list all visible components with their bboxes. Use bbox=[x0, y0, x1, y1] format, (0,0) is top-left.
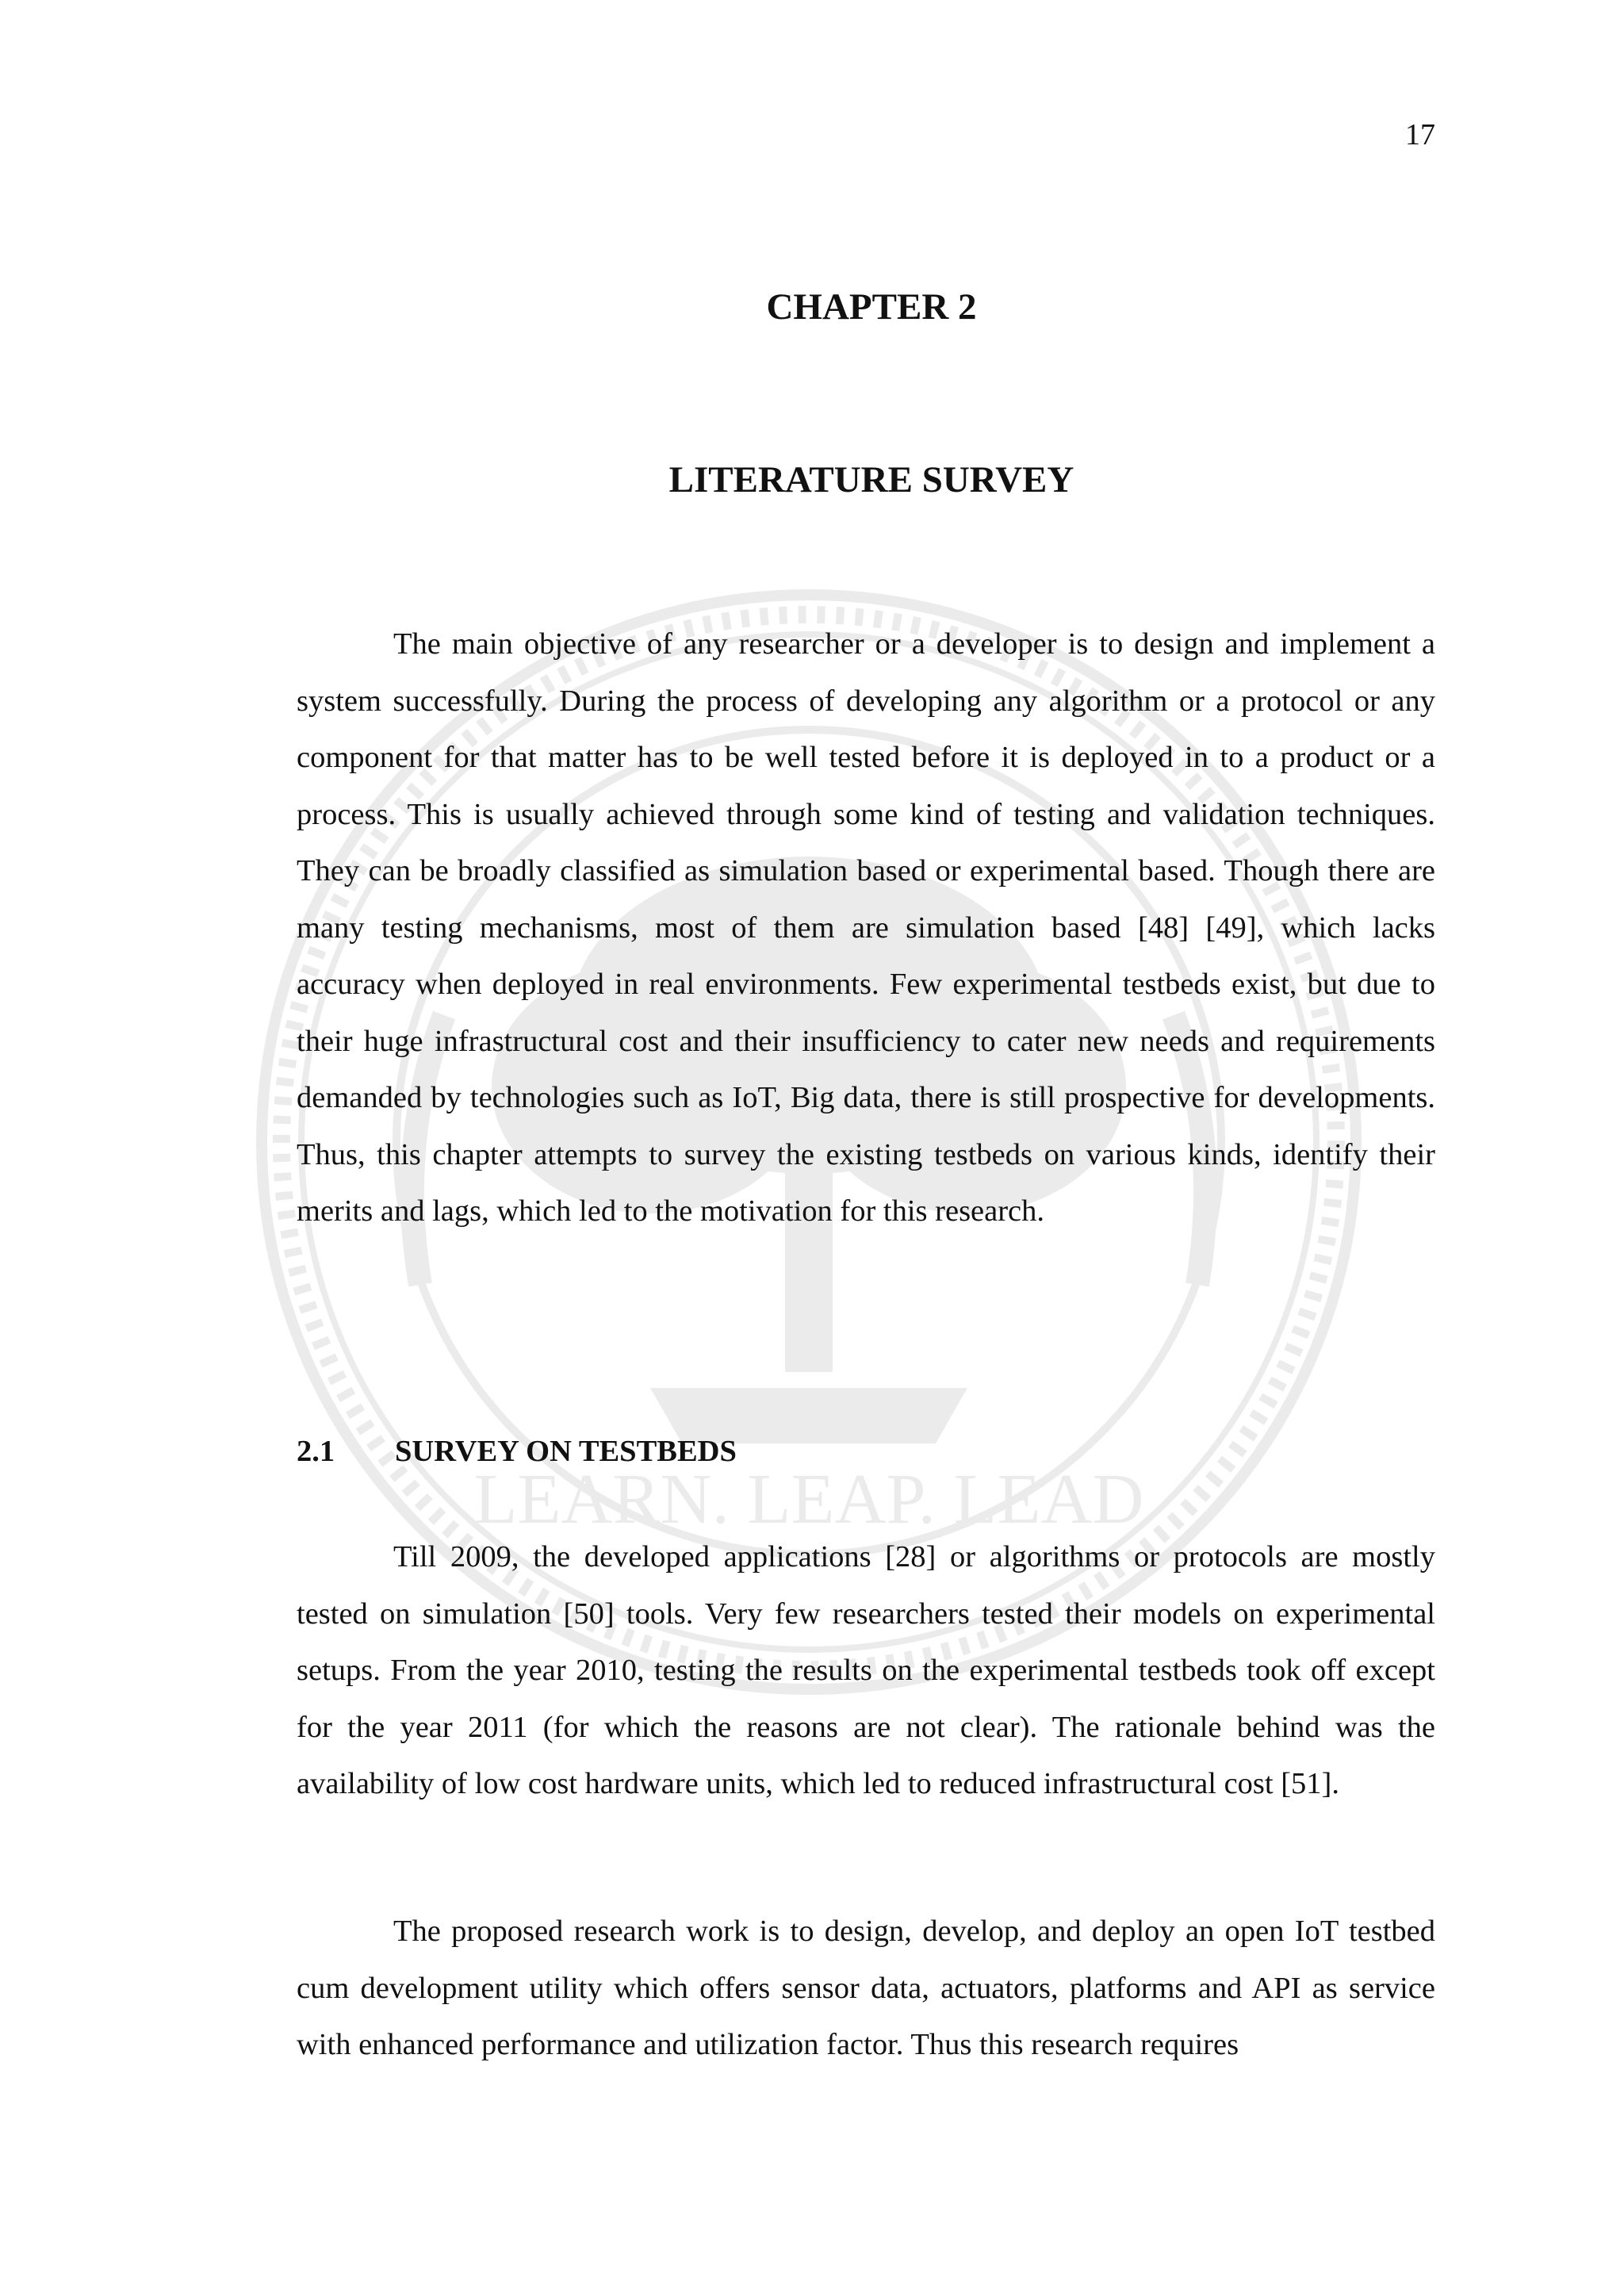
watermark-motto: LEARN. LEAP. LEAD bbox=[473, 1460, 1144, 1539]
section-number: 2.1 bbox=[297, 1435, 335, 1468]
intro-paragraph: The main objective of any researcher or a developer is to design and implement a system successfully. During the process of developing any algorithm or a protocol or any component for that matter has to be well tested before it is deployed in to a product or a process. This is usually achieved through some kind of testing and validation techniques. They can be broadly classified as simulation based or experimental based. Though there are many testing mechanisms, most of them are simulation based [48] [49], which lacks accuracy when deployed in real environments. Few experimental testbeds exist, but due to their huge infrastructural cost and their insufficiency to cater new needs and requirements demanded by technologies such as IoT, Big data, there is still prospective for developments. Thus, this chapter attempts to survey the existing testbeds on various kinds, identify their merits and lags, which led to the motivation for this research. bbox=[297, 627, 1435, 1228]
section-heading bbox=[297, 1434, 737, 1469]
page-number: 17 bbox=[1405, 118, 1435, 151]
section-title: SURVEY ON TESTBEDS bbox=[395, 1435, 737, 1468]
section-paragraph-2: The proposed research work is to design, develop, and deploy an open IoT testbed cum development utility which offers sensor data, actuators, platforms and API as service with enhanced performance and utilization factor. Thus this research requires bbox=[297, 1915, 1435, 2061]
section-paragraph-1: Till 2009, the developed applications [28] or algorithms or protocols are mostly tested on simulation [50] tools. Very few researchers tested their models on experimental setups. From the year 2010, testing the results on the experimental testbeds took off except for the year 2011 (for which the reasons are not clear). The rationale behind was the availability of low cost hardware units, which led to reduced infrastructural cost [51]. bbox=[297, 1540, 1435, 1800]
chapter-title: LITERATURE SURVEY bbox=[668, 459, 1074, 500]
chapter-label: CHAPTER 2 bbox=[766, 286, 977, 328]
